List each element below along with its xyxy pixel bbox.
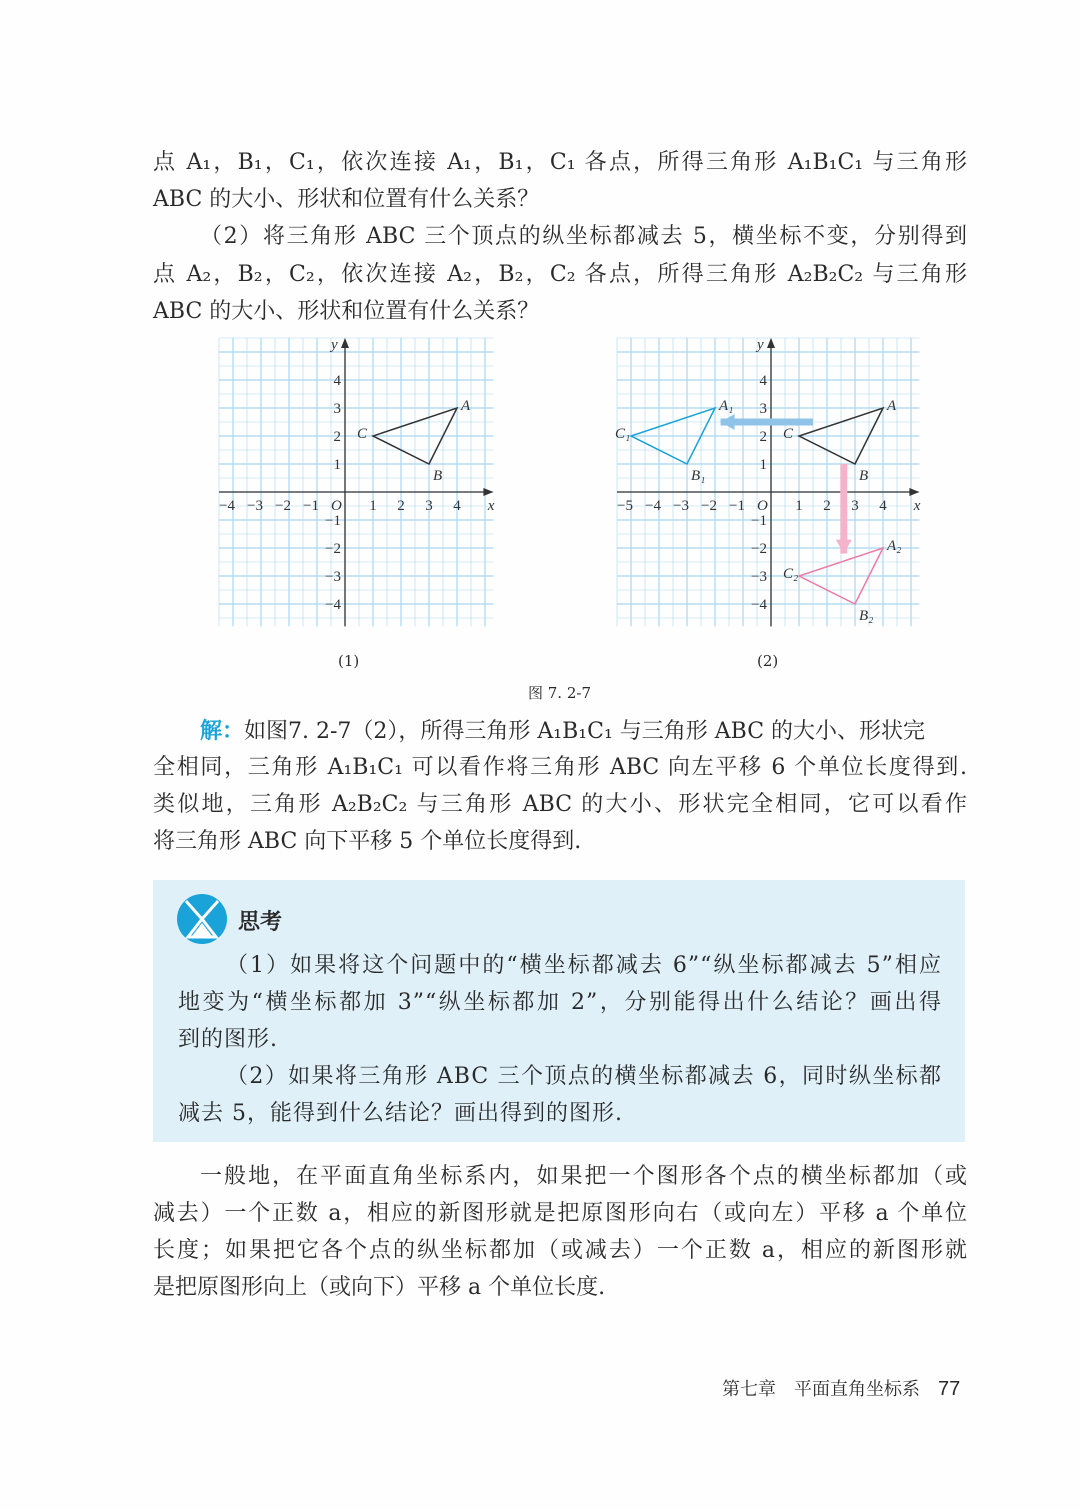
y-tick-label: 1 [333,457,341,473]
y-tick-label: 3 [759,401,767,417]
think-line: 减去 5，能得到什么结论？画出得到的图形. [178,1101,623,1126]
x-tick-label: 2 [397,498,405,514]
y-tick-label: −4 [751,597,767,613]
text-line: ABC 的大小、形状和位置有什么关系？ [153,187,540,212]
vertex-label: C₁ [615,426,631,442]
figure-caption-2: (2) [757,652,779,670]
solution-line: 全相同，三角形 A₁B₁C₁ 可以看作将三角形 ABC 向左平移 6 个单位长度得到. [153,755,967,780]
general-line: 减去）一个正数 a，相应的新图形就是把原图形向右（或向左）平移 a 个单位 [153,1201,967,1226]
y-tick-label: 3 [333,401,341,417]
y-tick-label: 4 [333,373,341,389]
y-tick-label: 2 [759,429,767,445]
coordinate-figure-2 [610,335,930,635]
figure-caption-1: (1) [338,652,360,670]
x-tick-label: 1 [369,498,377,514]
y-axis-arrow-icon [767,338,775,348]
x-tick-label: −5 [617,498,633,514]
origin-label: O [757,498,768,514]
x-axis-label: x [487,498,495,514]
vertex-label: B₁ [691,468,706,484]
solution-line [200,716,967,747]
vertex-label: B [859,468,869,484]
arrow-head-icon [836,540,852,554]
y-tick-label: −3 [325,569,341,585]
x-tick-label: 2 [823,498,831,514]
y-tick-label: −1 [751,513,767,529]
think-line: 地变为“横坐标都加 3”“纵坐标都加 2”，分别能得出什么结论？画出得 [178,990,942,1015]
x-tick-label: 4 [879,498,887,514]
vertex-label: B₂ [859,608,874,624]
y-tick-label: 2 [333,429,341,445]
y-tick-label: −2 [325,541,341,557]
page-number: 77 [938,1378,961,1400]
vertex-label: A₁ [719,398,734,414]
text-line: 点 A₂，B₂，C₂，依次连接 A₂，B₂，C₂ 各点，所得三角形 A₂B₂C₂ 与三角形 [153,262,967,287]
x-axis-arrow-icon [483,488,493,496]
coordinate-figure-1 [195,335,505,635]
y-tick-label: −1 [325,513,341,529]
think-title: 思考 [238,910,283,935]
x-tick-label: −4 [645,498,661,514]
think-line: 到的图形. [178,1027,278,1052]
x-tick-label: −1 [729,498,745,514]
y-tick-label: −3 [751,569,767,585]
x-tick-label: −3 [247,498,263,514]
vertex-label: C₂ [783,566,799,582]
y-tick-label: 1 [759,457,767,473]
solution-label: 解： [200,718,245,744]
vertex-label: C [783,426,794,442]
text-line: ABC 的大小、形状和位置有什么关系？ [153,299,540,324]
vertex-label: A [887,398,897,414]
x-tick-label: −3 [673,498,689,514]
chapter-title: 第七章 平面直角坐标系 [722,1379,920,1400]
arrow-head-icon [721,414,735,430]
solution-line: 类似地，三角形 A₂B₂C₂ 与三角形 ABC 的大小、形状完全相同，它可以看作 [153,792,967,817]
vertex-label: A₂ [887,538,902,554]
vertex-label: B [433,468,443,484]
x-tick-label: −2 [701,498,717,514]
think-line: （1）如果将这个问题中的“横坐标都减去 6”“纵坐标都减去 5”相应 [226,953,942,978]
x-tick-label: −4 [219,498,235,514]
x-tick-label: 3 [851,498,859,514]
y-tick-label: 4 [759,373,767,389]
think-line: （2）如果将三角形 ABC 三个顶点的横坐标都减去 6，同时纵坐标都 [226,1064,942,1089]
general-line: 是把原图形向上（或向下）平移 a 个单位长度. [153,1275,606,1300]
general-line: 一般地，在平面直角坐标系内，如果把一个图形各个点的横坐标都加（或 [200,1164,967,1189]
x-tick-label: 4 [453,498,461,514]
origin-label: O [331,498,342,514]
vertex-label: A [461,398,471,414]
y-axis-arrow-icon [341,338,349,348]
x-axis-label: x [913,498,921,514]
x-tick-label: 3 [425,498,433,514]
y-tick-label: −4 [325,597,341,613]
y-axis-label: y [757,337,764,354]
solution-text: 如图7. 2-7（2），所得三角形 A₁B₁C₁ 与三角形 ABC 的大小、形状完 [244,719,926,744]
text-line: 点 A₁，B₁，C₁，依次连接 A₁，B₁，C₁ 各点，所得三角形 A₁B₁C₁ 与三角形 [153,150,967,175]
x-tick-label: 1 [795,498,803,514]
page-footer [722,1375,960,1401]
figure-title: 图 7. 2-7 [528,684,592,702]
general-line: 长度；如果把它各个点的纵坐标都加（或减去）一个正数 a，相应的新图形就 [153,1238,967,1263]
text-line: （2）将三角形 ABC 三个顶点的纵坐标都减去 5，横坐标不变，分别得到 [200,224,967,249]
y-tick-label: −2 [751,541,767,557]
hourglass-icon [176,893,228,945]
x-axis-arrow-icon [909,488,919,496]
x-tick-label: −1 [303,498,319,514]
y-axis-label: y [331,337,338,354]
solution-line: 将三角形 ABC 向下平移 5 个单位长度得到. [153,829,582,854]
x-tick-label: −2 [275,498,291,514]
vertex-label: C [357,426,368,442]
